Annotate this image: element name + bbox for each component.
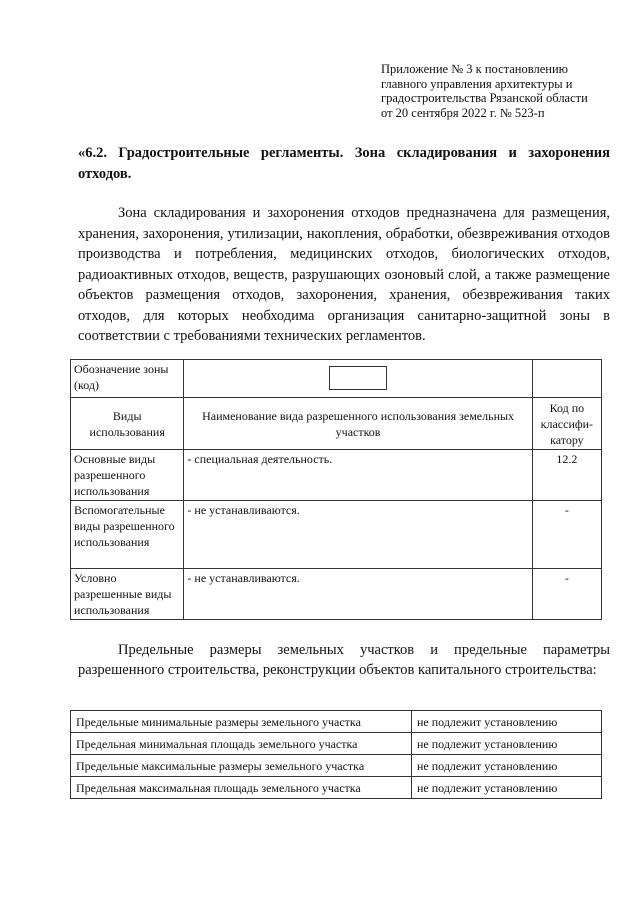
- table-row: [71, 711, 602, 733]
- appendix-note: [381, 62, 621, 120]
- table-row: [71, 733, 602, 755]
- limits-paragraph: Предельные размеры земельных участков и предельные параметры разрешенного строительства, реконструкции объектов капитального строительства:: [78, 642, 610, 678]
- row-name: - не устанавливаются.: [184, 501, 532, 569]
- limit-param: Предельные минимальные размеры земельного участка: [71, 711, 412, 733]
- table-row: [71, 777, 602, 799]
- zone-code-cell: [184, 360, 532, 398]
- appendix-line: от 20 сентября 2022 г. № 523-п: [381, 105, 545, 120]
- zone-code-label: Обозначение зоны (код): [71, 360, 184, 398]
- appendix-line: градостроительства Рязанской области: [381, 91, 588, 105]
- table-row: [71, 450, 602, 501]
- limits-table: [70, 710, 602, 799]
- limit-param: Предельные максимальные размеры земельного участка: [71, 755, 412, 777]
- intro-paragraph: Зона складирования и захоронения отходов предназначена для размещения, хранения, захоронения, утилизации, накопления, обработки, обезвреживания отходов производства и потребления, медицинских отходов, биологических отходов, радиоактивных отходов, веществ, разрушающих озоновый слой, а также размещение объектов размещения отходов, захоронения, хранения, обезвреживания таких отходов, для которых необходима организация санитарно-защитной зоны в соответствии с требованиями технических регламентов.: [78, 205, 610, 344]
- limit-value: не подлежит установлению: [412, 711, 602, 733]
- limit-param: Предельная максимальная площадь земельного участка: [71, 777, 412, 799]
- header-kinds: Виды использования: [71, 398, 184, 450]
- table-row: [71, 360, 602, 398]
- table-header-row: [71, 398, 602, 450]
- limit-value: не подлежит установлению: [412, 777, 602, 799]
- row-code: -: [532, 501, 601, 569]
- row-name: - не устанавливаются.: [184, 569, 532, 620]
- appendix-line: Приложение № 3 к постановлению: [381, 62, 568, 76]
- header-code: Код по классифи-катору: [532, 398, 601, 450]
- row-kind: Основные виды разрешенного использования: [71, 450, 184, 501]
- limit-param: Предельная минимальная площадь земельного участка: [71, 733, 412, 755]
- row-name: - специальная деятельность.: [184, 450, 532, 501]
- table-row: [71, 501, 602, 569]
- appendix-line: главного управления архитектуры и: [381, 76, 573, 91]
- row-kind: Вспомогательные виды разрешенного использования: [71, 501, 184, 569]
- table-row: [71, 755, 602, 777]
- row-kind: Условно разрешенные виды использования: [71, 569, 184, 620]
- empty-cell: [532, 360, 601, 398]
- limit-value: не подлежит установлению: [412, 755, 602, 777]
- zone-table: [70, 359, 602, 620]
- header-name: Наименование вида разрешенного использования земельных участков: [184, 398, 532, 450]
- row-code: 12.2: [532, 450, 601, 501]
- section-heading: «6.2. Градостроительные регламенты. Зона складирования и захоронения отходов.: [78, 145, 610, 182]
- row-code: -: [532, 569, 601, 620]
- table-row: [71, 569, 602, 620]
- limit-value: не подлежит установлению: [412, 733, 602, 755]
- zone-code-box: [329, 366, 387, 390]
